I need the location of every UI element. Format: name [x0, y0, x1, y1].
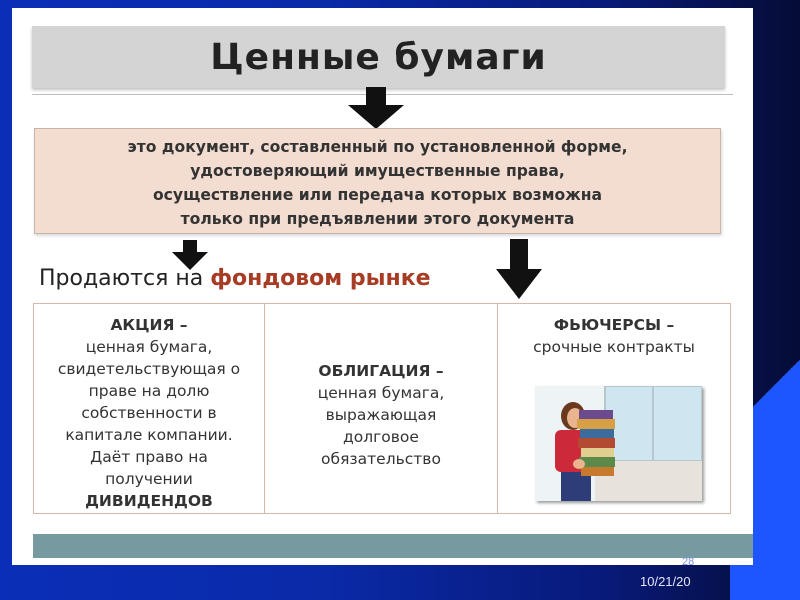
stock-emphasis: ДИВИДЕНДОВ — [85, 492, 213, 510]
bond-heading: ОБЛИГАЦИЯ – — [318, 362, 444, 380]
slide-number: 28 — [682, 556, 695, 568]
futures-heading: ФЬЮЧЕРСЫ – — [553, 316, 675, 334]
sold-on-market-line — [39, 266, 431, 291]
definition-line: удостоверяющий имущественные права, — [190, 162, 565, 180]
stock-line: получении — [105, 470, 193, 488]
sold-prefix: Продаются на — [39, 266, 211, 291]
books-illustration — [535, 386, 702, 501]
definition-box — [34, 128, 721, 234]
stock-line: ценная бумага, — [85, 338, 213, 356]
definition-line: это документ, составленный по установленной форме, — [127, 138, 628, 156]
definition-line: осуществление или передача которых возможна — [152, 186, 603, 204]
bond-line: выражающая — [325, 406, 437, 424]
definition-line: только при предъявлении этого документа — [180, 210, 575, 228]
slide-date: 10/21/20 — [640, 574, 691, 589]
bottom-bar — [33, 534, 753, 558]
slide-title: Ценные бумаги — [210, 36, 547, 78]
bond-line: обязательство — [321, 450, 441, 468]
woman-with-books-icon — [535, 386, 702, 501]
futures-line: срочные контракты — [533, 338, 695, 356]
stock-heading: АКЦИЯ – — [110, 316, 188, 334]
down-arrow-icon — [348, 87, 404, 129]
stock-line: капитале компании. — [65, 426, 233, 444]
bond-line: ценная бумага, — [317, 384, 445, 402]
stock-line: праве на долю — [88, 382, 210, 400]
stock-line: Даёт право на — [90, 448, 208, 466]
stock-line: собственности в — [81, 404, 217, 422]
slide-card — [12, 8, 753, 565]
stock-line: свидетельствующая о — [57, 360, 241, 378]
market-highlight: фондовом рынке — [210, 266, 431, 291]
bond-line: долговое — [343, 428, 419, 446]
column-bond — [265, 304, 498, 513]
down-arrow-icon — [496, 239, 542, 299]
column-stock — [34, 304, 265, 513]
title-bar — [32, 26, 725, 88]
